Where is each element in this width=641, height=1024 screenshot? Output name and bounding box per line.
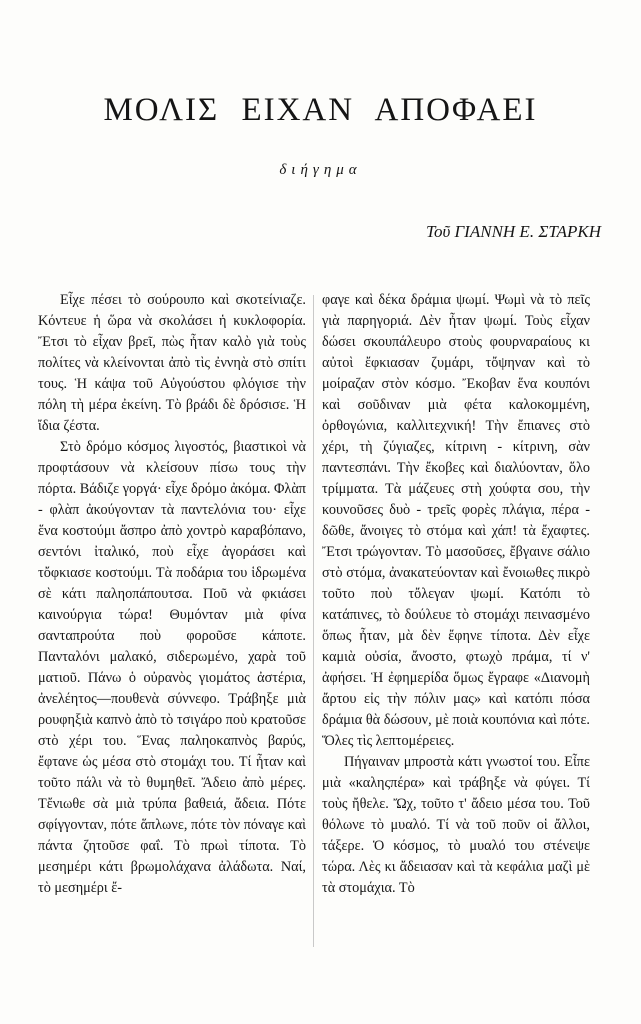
story-subtitle: διήγημα xyxy=(279,162,362,178)
author-byline: Τοῦ ΓΙΑΝΝΗ Ε. ΣΤΑΡΚΗ xyxy=(426,222,601,241)
text-column-right xyxy=(322,290,590,899)
story-title: ΜΟΛΙΣ ΕΙΧΑΝ ΑΠΟΦΑΕΙ xyxy=(103,92,538,128)
paragraph: Πήγαιναν μπροστὰ κάτι γνωστοί του. Εἶπε μιὰ «καληςπέρα» καὶ τράβηξε νὰ φύγει. Τί τοὺς ἤθελε. Ὤχ, τοῦτο τ' ἄδειο μέσα του. Τοῦ θόλωνε τὸ μυαλό. Τί νὰ τοῦ ποῦν οἱ ἄλλοι, τάξερε. Ὁ κόσμος, τὸ μυαλό του στένεψε τώρα. Λὲς κι ἄδειασαν καὶ τὰ κεφάλια μαζὶ μὲ τὰ στομάχια. Τὸ xyxy=(322,754,590,896)
paragraph: Στὸ δρόμο κόσμος λιγοστός, βιαστικοὶ νὰ προφτάσουν νὰ κλείσουν πίσω τους τὴν πόρτα. Βάδιζε γοργά· εἶχε δρόμο ἀκόμα. Φλὰπ - φλὰπ ἀκούγονταν τὰ παντελόνια του· εἶχε ἕνα κοστούμι ἄσπρο ἀπὸ χοντρὸ καραβόπανο, σεντόνι ἰταλικό, ποὺ εἶχε ἀγοράσει καὶ τὄφκιασε κοστούμι. Τὰ ποδάρια του ἱδρωμένα σὲ κάτι παληοπάπουτσα. Ποῦ νὰ φκιάσει καινούργια τώρα! Θυμόνταν μιὰ φίνα σανταπρούτα ποὺ φοροῦσε κάποτε. Πανταλόνι μαλακό, σιδερωμένο, χαρὰ τοῦ ματιοῦ. Πάνω ὁ οὐρανὸς γιομάτος ἀστέρια, ἀνελέητος—πουθενὰ σύννεφο. Τράβηξε μιὰ ρουφηξιὰ καπνὸ ἀπὸ τὸ τσιγάρο ποὺ κρατοῦσε στὸ χέρι του. Ἕνας παληοκαπνὸς βαρύς, ἔφτανε ὡς μέσα στὸ στομάχι του. Τί ἦταν καὶ τοῦτο πάλι νὰ τὸ θυμηθεῖ. Ἄδειο ἀπὸ μέρες. Τἔνιωθε σὰ μιὰ τρύπα βαθειά, ἄδεια. Πότε σφίγγονταν, πότε ἅπλωνε, πότε τὸν πόναγε καὶ πάντα ζητοῦσε φαΐ. Τὸ πρωὶ τίποτα. Τὸ μεσημέρι κάτι βρωμολάχανα ἀλάδωτα. Ναί, τὸ μεσημέρι ἔ- xyxy=(38,439,306,896)
paragraph-continued: φαγε καὶ δέκα δράμια ψωμί. Ψωμὶ νὰ τὸ πεῖς γιὰ παρηγοριά. Δὲν ἦταν ψωμί. Τοὺς εἶχαν δώσει σκουπάλευρο στοὺς φουρναραίους κι αὐτοὶ ἔφκιασαν ζυμάρι, τὄψηναν καὶ τὸ μοίραζαν στὸν κόσμο. Ἔκοβαν ἕνα κουπόνι καὶ σοῦδιναν μιὰ φέτα καλοκομμένη, ὀρθογώνια, καλλιτεχνική! Τὴν ἔπιανες στὸ χέρι, τὴ ζύγιαζες, κίτρινη - κίτρινη, σὰν παντεσπάνι. Τὴν ἔκοβες καὶ διαλύονταν, ὅλο τρίμματα. Τὰ μάζευες στὴ χούφτα σου, τὴν κουνοῦσες δυὸ - τρεῖς φορὲς πλάγια, πέρα - δῶθε, ἄνοιγες τὸ στόμα καὶ χάπ! τὰ ἔχαφτες. Ἔτσι τρώγονταν. Τὸ μασοῦσες, ἔβγαινε σάλιο στὸ στόμα, ἀνακατεύονταν καὶ ἔνοιωθες πικρὸ τοῦτο ποὺ τὄλεγαν ψωμί. Κατόπι τὸ κατάπινες, τὸ δούλευε τὸ στομάχι πεινασμένο ὅπως ἦταν, μὰ δὲν ἔφηνε τίποτα. Δὲν εἶχε καμιὰ οὐσία, ἄνοστο, φτωχὸ πράμα, τί ν' ἀφήσει. Ἡ ἐφημερίδα ὅμως ἔγραφε «Διανομὴ ἄρτου εἰς τὴν πόλιν μας» καὶ κατόπι πόσα δράμια θὰ δώσουν, μὲ ποιὰ κουπόνια καὶ πότε. Ὅλες τὶς λεπτομέρειες. xyxy=(322,292,590,749)
column-divider xyxy=(313,295,314,947)
paragraph: Εἶχε πέσει τὸ σούρουπο καὶ σκοτείνιαζε. Κόντευε ἡ ὥρα νὰ σκολάσει ἡ κυκλοφορία. Ἔτσι τὸ εἶχαν βρεῖ, πὼς ἦταν καλὸ γιὰ τοὺς πολίτες νὰ κλείνονται ἀπὸ τὶς ἐννηὰ στὸ σπίτι τους. Ἡ κάψα τοῦ Αὐγούστου φλόγισε τὴν πόλη τὴ μέρα ἐκείνη. Τὸ βράδι δὲ δρόσισε. Ἡ ἴδια ζέστα. xyxy=(38,292,306,434)
text-column-left xyxy=(38,290,306,899)
